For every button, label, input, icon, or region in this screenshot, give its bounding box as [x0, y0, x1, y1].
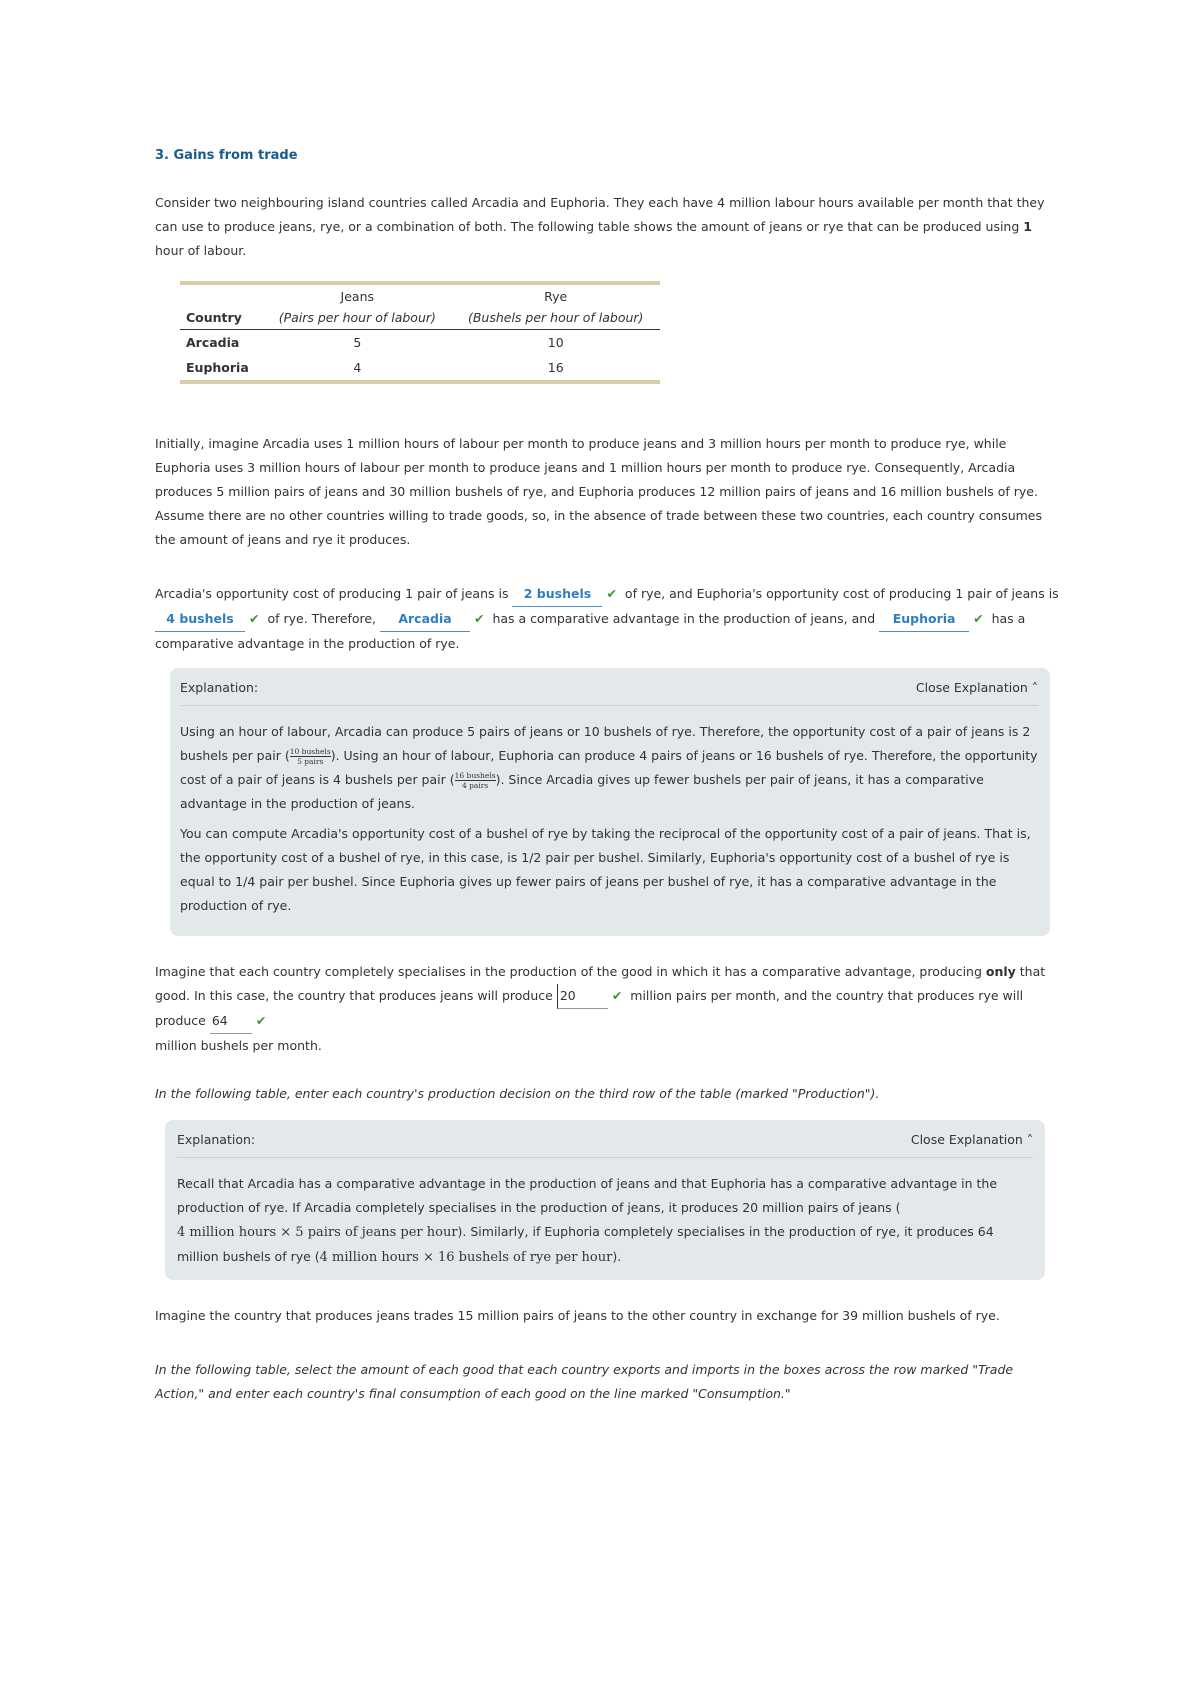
intro-paragraph [155, 191, 1060, 263]
jeans-value: 4 [353, 360, 362, 375]
explanation-text: ). Using an hour of labour, Euphoria can produce 4 pairs of jeans or 16 bushels of rye. Therefore, the opportunity cost of a pair of jeans is 4 bushels per pair ( [180, 748, 1038, 787]
specialise-text: that good. In this case, the country that produces jeans will produce [155, 964, 1046, 1003]
table-row [180, 330, 660, 356]
explanation-label: Explanation: [177, 1132, 256, 1147]
instruction-trade: In the following table, select the amount of each good that each country exports and imports in the boxes across the row marked "Trade Action," and enter each country's final consumption of each good on the line marked "Consumption." [155, 1362, 1014, 1401]
explanation-text: Using an hour of labour, Arcadia can produce 5 pairs of jeans or 10 bushels of rye. Therefore, the opportunity cost of a pair of jeans is 2 bushels per pair ( [180, 724, 1031, 763]
explanation-text: Recall that Arcadia has a comparative advantage in the production of jeans and that Euphoria has a comparative advantage in the production of rye. If Arcadia completely specialises in the production of jeans, it produces 20 million pairs of jeans ( [177, 1176, 998, 1215]
opportunity-text: Arcadia's opportunity cost of producing 1 pair of jeans is [155, 586, 513, 601]
fraction-numerator: 10 bushels [289, 747, 331, 756]
opportunity-paragraph [155, 582, 1060, 656]
production-table-wrapper [180, 281, 660, 384]
specialise-text: million pairs per month, and the country that produces rye will produce [155, 988, 1024, 1028]
explanation-paragraph [180, 720, 1038, 816]
answer-dropdown-euphoria-cost[interactable]: 4 bushels [155, 607, 245, 632]
question-content [155, 140, 1060, 1406]
opportunity-text: of rye, and Euphoria's opportunity cost of producing 1 pair of jeans is [620, 586, 1059, 601]
header-country: Country [180, 306, 263, 330]
check-icon: ✔ [249, 611, 260, 626]
chevron-up-icon: ˄ [1031, 680, 1038, 695]
opportunity-text: has a comparative advantage in the production of jeans, and [488, 611, 880, 626]
explanation-paragraph [177, 1172, 1033, 1270]
explanation-header [177, 1126, 1033, 1158]
fraction-arcadia [290, 747, 331, 766]
check-icon: ✔ [973, 611, 984, 626]
explanation-panel-2 [165, 1120, 1045, 1280]
production-table [180, 281, 660, 384]
explanation-text: ). Since Arcadia gives up fewer bushels per pair of jeans, it has a comparative advantage in the production of jeans. [180, 772, 984, 811]
country-name: Arcadia [186, 335, 240, 350]
specialise-bold: only [985, 964, 1016, 979]
specialise-paragraph [155, 960, 1060, 1058]
answer-dropdown-arcadia-cost[interactable]: 2 bushels [512, 582, 602, 607]
header-empty [180, 283, 263, 306]
math-expression: 4 million hours × 16 bushels of rye per hour [319, 1250, 613, 1265]
explanation-paragraph-2: You can compute Arcadia's opportunity cost of a bushel of rye by taking the reciprocal of the opportunity cost of a pair of jeans. That is, the opportunity cost of a bushel of rye, in this case, is 1/2 pair per bushel. Similarly, Euphoria's opportunity cost of a bushel of rye is equal to 1/4 pair per bushel. Since Euphoria gives up fewer pairs of jeans per bushel of rye, it has a comparative advantage in the production of rye. [180, 826, 1031, 913]
close-explanation-label: Close Explanation [910, 1132, 1023, 1147]
header-rye: Rye [544, 289, 568, 304]
header-jeans: Jeans [340, 289, 375, 304]
rye-production-input[interactable]: 64 [210, 1009, 252, 1034]
explanation-panel-1 [170, 668, 1050, 936]
close-explanation-button[interactable] [916, 680, 1038, 695]
specialise-text: Imagine that each country completely specialises in the production of the good in which it has a comparative advantage, producing [155, 964, 986, 979]
country-name: Euphoria [186, 360, 249, 375]
intro-text-end: hour of labour. [155, 243, 247, 258]
rye-value: 16 [547, 360, 564, 375]
intro-text: Consider two neighbouring island countries called Arcadia and Euphoria. They each have 4 million labour hours available per month that they can use to produce jeans, rye, or a combination of both. The following table shows the amount of jeans or rye that can be produced using [155, 195, 1045, 234]
chevron-up-icon: ˄ [1026, 1132, 1033, 1147]
instruction-production: In the following table, enter each country's production decision on the third row of the table (marked "Production"). [155, 1086, 880, 1101]
answer-dropdown-rye-advantage[interactable]: Euphoria [879, 607, 969, 632]
fraction-denominator: 4 pairs [461, 781, 489, 790]
close-explanation-label: Close Explanation [915, 680, 1028, 695]
intro-bold: 1 [1023, 219, 1032, 234]
rye-value: 10 [547, 335, 564, 350]
fraction-numerator: 16 bushels [454, 771, 496, 780]
header-rye-unit: (Bushels per hour of labour) [451, 306, 660, 330]
math-expression: 4 million hours × 5 pairs of jeans per hour [177, 1225, 458, 1240]
explanation-header [180, 674, 1038, 706]
table-subheader-row [180, 306, 660, 330]
opportunity-text: has a comparative advantage in the production of rye. [155, 611, 1026, 651]
explanation-label: Explanation: [180, 680, 259, 695]
close-explanation-button[interactable] [911, 1132, 1033, 1147]
fraction-euphoria [455, 771, 496, 790]
table-header-row [180, 283, 660, 306]
table-row [180, 355, 660, 382]
trade-paragraph: Imagine the country that produces jeans trades 15 million pairs of jeans to the other country in exchange for 39 million bushels of rye. [155, 1308, 1000, 1323]
question-title: 3. Gains from trade [155, 148, 298, 163]
explanation-text: ). Similarly, if Euphoria completely specialises in the production of rye, it produces 64 million bushels of rye ( [177, 1224, 994, 1264]
header-jeans-unit: (Pairs per hour of labour) [263, 306, 451, 330]
check-icon: ✔ [255, 1013, 267, 1028]
scenario-paragraph: Initially, imagine Arcadia uses 1 million hours of labour per month to produce jeans and 3 million hours per month to produce rye, while Euphoria uses 3 million hours of labour per month to produce jeans and 1 million hours per month to produce rye. Consequently, Arcadia produces 5 million pairs of jeans and 30 million bushels of rye, and Euphoria produces 12 million pairs of jeans and 16 million bushels of rye. Assume there are no other countries willing to trade goods, so, in the absence of trade between these two countries, each country consumes the amount of jeans and rye it produces. [155, 436, 1043, 547]
answer-dropdown-jeans-advantage[interactable]: Arcadia [380, 607, 470, 632]
specialise-text: million bushels per month. [155, 1038, 322, 1053]
check-icon: ✔ [606, 586, 617, 601]
check-icon: ✔ [474, 611, 485, 626]
check-icon: ✔ [611, 988, 623, 1003]
fraction-denominator: 5 pairs [297, 757, 324, 766]
jeans-production-input[interactable]: 20 [557, 984, 608, 1009]
explanation-text: ). [612, 1249, 622, 1264]
opportunity-text: of rye. Therefore, [263, 611, 381, 626]
jeans-value: 5 [353, 335, 362, 350]
